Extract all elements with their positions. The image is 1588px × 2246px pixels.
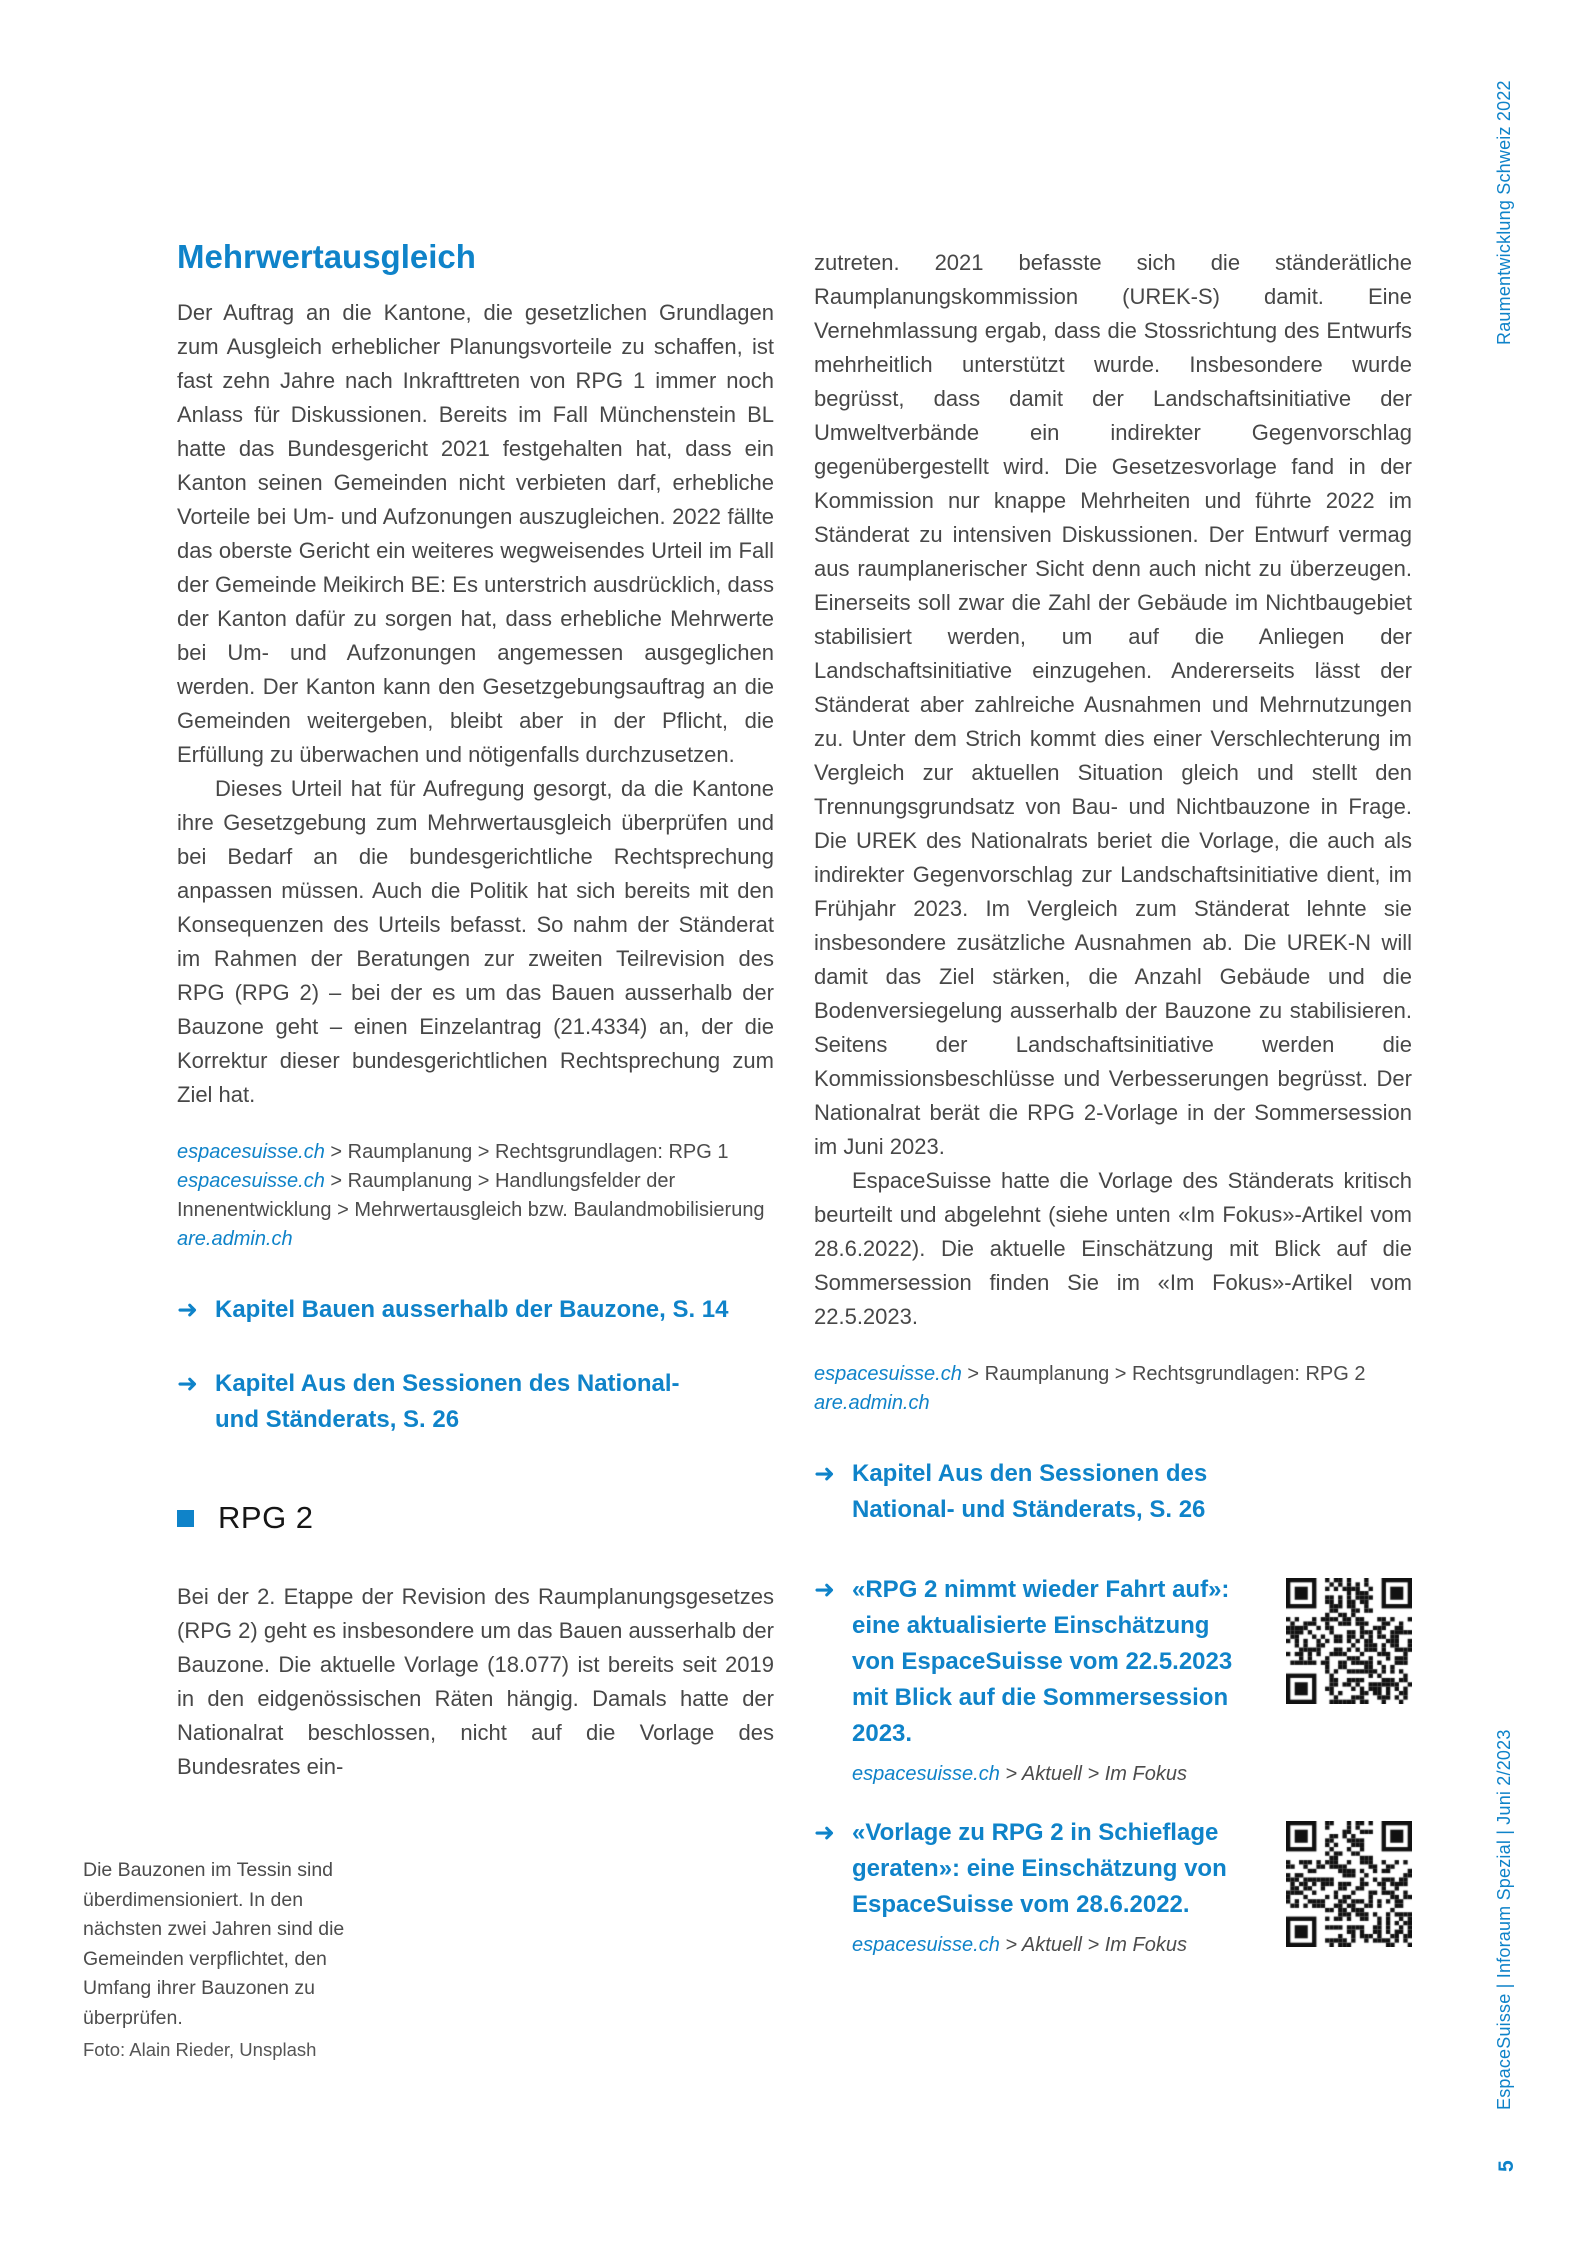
photo-credit: Foto: Alain Rieder, Unsplash <box>83 2039 317 2060</box>
body-paragraph: EspaceSuisse hatte die Vorlage des Ständerats kritisch beurteilt und abgelehnt (siehe unten «Im Fokus»-Artikel vom 28.6.2022). Die aktuelle Einschätzung mit Blick auf die Sommersession finden Sie im «Im Fokus»-Artikel vom 22.5.2023. <box>814 1168 1412 1329</box>
focus-article-block <box>814 1572 1412 1789</box>
photo-caption-block <box>83 1856 383 2063</box>
source-link[interactable]: espacesuisse.ch <box>814 1363 962 1385</box>
focus-article-title: «RPG 2 nimmt wieder Fahrt auf»: eine aktualisierte Einschätzung von EspaceSuisse vom 22.5.2023 mit Blick auf die Sommersession 2023. <box>852 1576 1233 1747</box>
qr-code <box>1286 1578 1412 1704</box>
focus-article-link[interactable] <box>814 1572 1234 1789</box>
source-references <box>814 1360 1412 1418</box>
body-paragraph: Der Auftrag an die Kantone, die gesetzlichen Grundlagen zum Ausgleich erheblicher Planungsvorteile zu schaffen, ist fast zehn Jahre nach Inkrafttreten von RPG 1 immer noch Anlass für Diskussionen. Bereits im Fall Münchenstein BL hatte das Bundesgericht 2021 festgehalten hat, dass ein Kanton seinen Gemeinden nicht verbieten darf, erhebliche Vorteile bei Um- und Aufzonungen auszugleichen. 2022 fällte das oberste Gericht ein weiteres wegweisendes Urteil im Fall der Gemeinde Meikirch BE: Es unterstrich ausdrücklich, dass der Kanton dafür zu sorgen hat, dass erhebliche Mehrwerte bei Um- und Aufzonungen angemessen ausgeglichen werden. Der Kanton kann den Gesetzgebungsauftrag an die Gemeinden weitergeben, bleibt aber in der Pflicht, die Erfüllung zu überwachen und nötigenfalls durchzusetzen. <box>177 300 774 767</box>
focus-article-title-row[interactable] <box>814 1815 1234 1923</box>
source-reference <box>814 1760 1234 1789</box>
source-reference <box>814 1360 1412 1389</box>
source-reference <box>177 1138 774 1167</box>
focus-article-title: «Vorlage zu RPG 2 in Schieflage geraten»: eine Einschätzung von EspaceSuisse vom 28.6.2022. <box>852 1819 1227 1918</box>
body-paragraph: zutreten. 2021 befasste sich die ständerätliche Raumplanungskommission (UREK-S) damit. Eine Vernehmlassung ergab, dass die Stossrichtung des Entwurfs mehrheitlich unterstützt wurde. Insbesondere wurde begrüsst, dass damit der Landschaftsinitiative der Umweltverbände ein indirekter Gegenvorschlag gegenübergestellt wird. Die Gesetzesvorlage fand in der Kommission nur knappe Mehrheiten und führte 2022 im Ständerat zu intensiven Diskussionen. Der Entwurf vermag aus raumplanerischer Sicht denn auch nicht zu überzeugen. Einerseits soll zwar die Zahl der Gebäude im Nichtbaugebiet stabilisiert werden, um auf die Anliegen der Landschaftsinitiative einzugehen. Andererseits lässt der Ständerat aber zahlreiche Ausnahmen und Mehrnutzungen zu. Unter dem Strich kommt dies einer Verschlechterung im Vergleich zur aktuellen Situation gleich und stellt den Trennungsgrundsatz von Bau- und Nichtbauzone in Frage. Die UREK des Nationalrats beriet die Vorlage, die auch als indirekter Gegenvorschlag zur Landschaftsinitiative dient, im Frühjahr 2023. Im Vergleich zum Ständerat lehnte sie insbesondere zusätzliche Ausnahmen ab. Die UREK-N will damit das Ziel stärken, die Anzahl Gebäude und die Bodenversiegelung ausserhalb der Bauzone zu stabilisieren. Seitens der Landschaftsinitiative werden die Kommissionsbeschlüsse und Verbesserungen begrüsst. Der Nationalrat berät die RPG 2-Vorlage in der Sommersession im Juni 2023. <box>814 250 1412 1159</box>
source-breadcrumb: > Raumplanung > Handlungsfelder der Innenentwicklung > Mehrwertausgleich bzw. Baulandmobilisierung <box>177 1170 765 1221</box>
source-link[interactable]: are.admin.ch <box>814 1392 930 1414</box>
sidebar-issue-label: EspaceSuisse | Inforaum Spezial | Juni 2/2023 <box>1494 1729 1514 2110</box>
source-references <box>177 1138 774 1254</box>
source-reference <box>177 1225 774 1254</box>
source-reference <box>177 1167 774 1225</box>
qr-code <box>1286 1821 1412 1947</box>
source-link[interactable]: espacesuisse.ch <box>177 1141 325 1163</box>
focus-article-title-row[interactable] <box>814 1572 1234 1752</box>
source-link[interactable]: espacesuisse.ch <box>177 1170 325 1192</box>
chapter-link-bauen-ausserhalb[interactable] <box>177 1292 774 1328</box>
section-heading-rpg2 <box>177 1500 774 1536</box>
chapter-link-label: Kapitel Aus den Sessionen des National- und Ständerats, S. 26 <box>852 1460 1208 1523</box>
focus-article-block <box>814 1815 1412 1960</box>
source-link[interactable]: espacesuisse.ch <box>852 1763 1000 1785</box>
chapter-link-label: Kapitel Bauen ausserhalb der Bauzone, S. 14 <box>215 1296 729 1323</box>
chapter-link-label: Kapitel Aus den Sessionen des National- und Ständerats, S. 26 <box>215 1370 680 1433</box>
page-title: Mehrwertausgleich <box>177 238 476 275</box>
focus-article-link[interactable] <box>814 1815 1234 1960</box>
page-number: 5 <box>1495 2160 1518 2172</box>
arrow-icon: ➜ <box>814 1819 835 1847</box>
square-bullet-icon <box>177 1510 194 1527</box>
arrow-icon: ➜ <box>177 1296 198 1324</box>
arrow-icon: ➜ <box>814 1576 835 1604</box>
chapter-link-sessionen[interactable] <box>177 1366 774 1438</box>
source-breadcrumb: > Aktuell > Im Fokus <box>999 1934 1187 1956</box>
source-reference <box>814 1389 1412 1418</box>
chapter-link-sessionen[interactable] <box>814 1456 1412 1528</box>
body-paragraph: Bei der 2. Etappe der Revision des Raumplanungsgesetzes (RPG 2) geht es insbesondere um das Bauen ausserhalb der Bauzone. Die aktuelle Vorlage (18.077) ist bereits seit 2019 in den eidgenössischen Räten hängig. Damals hatte der Nationalrat beschlossen, nicht auf die Vorlage des Bundesrates ein- <box>177 1584 774 1779</box>
section-title: RPG 2 <box>218 1500 314 1535</box>
arrow-icon: ➜ <box>177 1370 198 1398</box>
arrow-icon: ➜ <box>814 1460 835 1488</box>
right-column <box>814 246 1412 1960</box>
source-link[interactable]: are.admin.ch <box>177 1228 293 1250</box>
source-breadcrumb: > Aktuell > Im Fokus <box>999 1763 1187 1785</box>
source-breadcrumb: > Raumplanung > Rechtsgrundlagen: RPG 2 <box>961 1363 1366 1385</box>
body-paragraph: Dieses Urteil hat für Aufregung gesorgt, da die Kantone ihre Gesetzgebung zum Mehrwertausgleich überprüfen und bei Bedarf an die bundesgerichtliche Rechtsprechung anpassen müssen. Auch die Politik hat sich bereits mit den Konsequenzen des Urteils befasst. So nahm der Ständerat im Rahmen der Beratungen zur zweiten Teilrevision des RPG (RPG 2) – bei der es um das Bauen ausserhalb der Bauzone geht – einen Einzelantrag (21.4334) an, der die Korrektur dieser bundesgerichtlichen Rechtsprechung zum Ziel hat. <box>177 776 774 1107</box>
photo-caption: Die Bauzonen im Tessin sind überdimensioniert. In den nächsten zwei Jahren sind die Gemeinden verpflichtet, den Umfang ihrer Bauzonen zu überprüfen. <box>83 1859 345 2029</box>
source-reference <box>814 1931 1234 1960</box>
left-column <box>177 238 774 1784</box>
source-link[interactable]: espacesuisse.ch <box>852 1934 1000 1956</box>
sidebar-edition-label: Raumentwicklung Schweiz 2022 <box>1494 80 1514 345</box>
source-breadcrumb: > Raumplanung > Rechtsgrundlagen: RPG 1 <box>324 1141 729 1163</box>
